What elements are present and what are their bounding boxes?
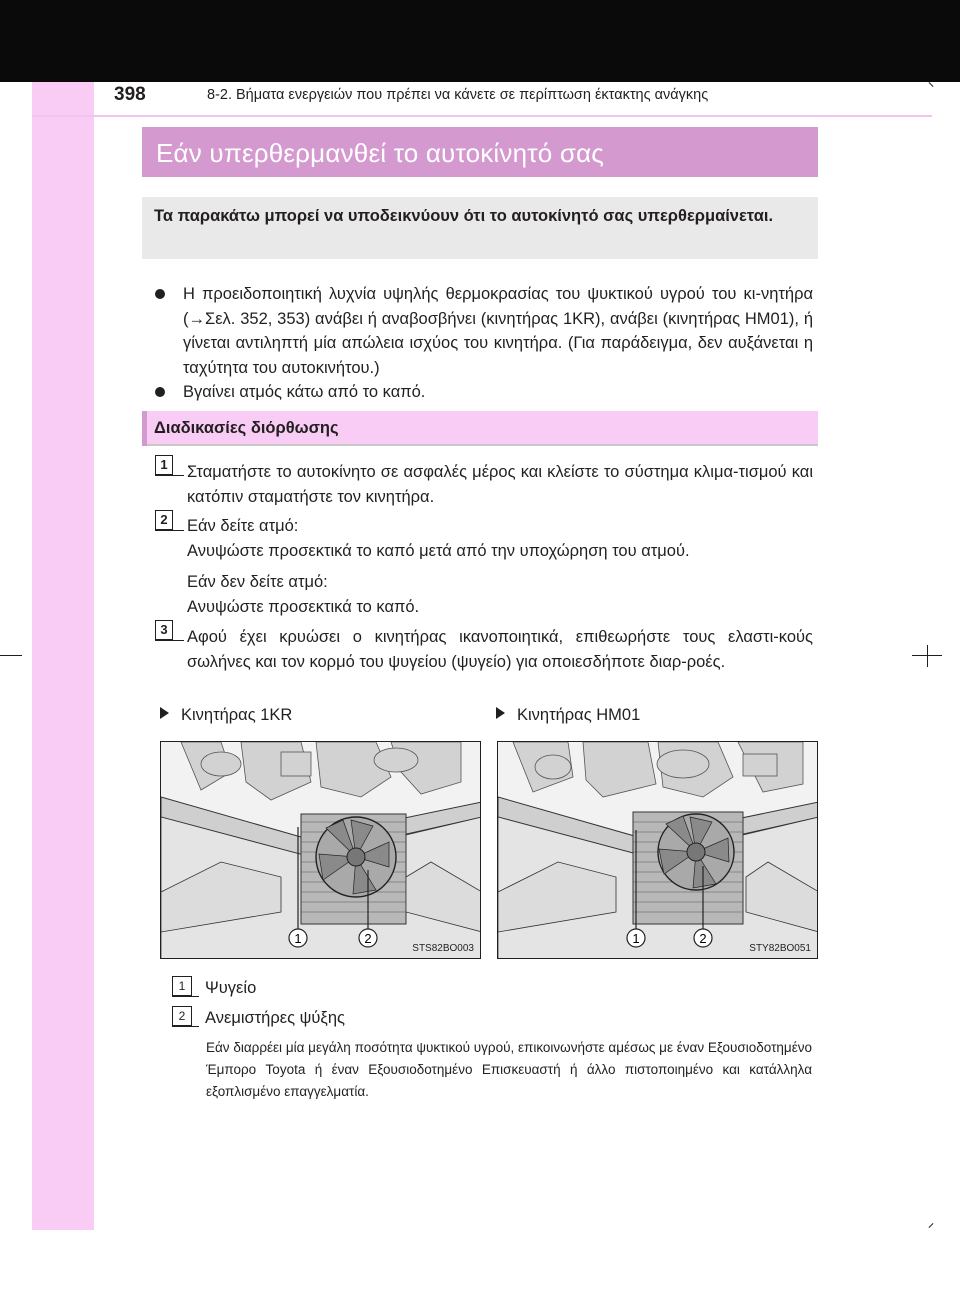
intro-text: Τα παρακάτω μπορεί να υποδεικνύουν ότι το αυτοκίνητό σας υπερθερμαίνεται. <box>154 207 774 225</box>
step-number-badge: 3 <box>155 620 173 640</box>
legend-number-badge: 1 <box>172 976 192 996</box>
legend-label: Ανεμιστήρες ψύξης <box>205 1009 345 1027</box>
engine-bay-illustration <box>498 742 818 959</box>
legend-number-badge: 2 <box>172 1006 192 1026</box>
step-text: Σταματήστε το αυτοκίνητο σε ασφαλές μέρος και κλείστε το σύστημα κλιμα-τισμού και κατόπιν σταματήστε τον κινητήρα. <box>187 463 813 506</box>
step-number-badge: 1 <box>155 455 173 475</box>
page-title: Εάν υπερθερμανθεί το αυτοκίνητό σας <box>142 127 818 177</box>
callout-2: 2 <box>699 931 707 946</box>
section-title <box>142 411 818 446</box>
figure-code: STY82BO051 <box>749 943 811 954</box>
callout-2: 2 <box>364 931 372 946</box>
bullet-text: Η προειδοποιητική λυχνία υψηλής θερμοκρασίας του ψυκτικού υγρού του κι-νητήρα (→Σελ. 352, 353) ανάβει ή αναβοσβήνει (κινητήρας 1KR), ανάβει (κινητήρας HM01), ή γίνεται αντιληπτή μία απώλεια ισχύος του κινητήρα. (Για παράδειγμα, δεν αυξάνεται η ταχύτητα του αυτοκινήτου.) <box>183 285 813 377</box>
crop-mark <box>929 82 934 87</box>
callout-1: 1 <box>294 931 302 946</box>
bullet-item <box>155 282 815 382</box>
step-number-badge: 2 <box>155 510 173 530</box>
figure-caption <box>496 705 640 725</box>
bullet-dot-icon <box>155 387 165 397</box>
engine-bay-illustration <box>161 742 481 959</box>
step-text: Ανυψώστε προσεκτικά το καπό μετά από την υποχώρηση του ατμού. <box>187 542 690 560</box>
header-rule <box>32 115 932 117</box>
callout-1: 1 <box>632 931 640 946</box>
step-text: Εάν δείτε ατμό: <box>187 517 299 535</box>
warning-note: Εάν διαρρέει μία μεγάλη ποσότητα ψυκτικού υγρού, επικοινωνήστε αμέσως με έναν Εξουσιοδοτημένο Έμπορο Toyota ή έναν Εξουσιοδοτημένο Επισκευαστή ή άλλο πιστοποιημένο και κατάλληλα εξοπλισμένο επαγγελματία. <box>206 1040 812 1099</box>
section-title-text: Διαδικασίες διόρθωσης <box>154 419 339 437</box>
legend-label: Ψυγείο <box>205 979 257 997</box>
engine-figure-hm01 <box>497 741 818 959</box>
chapter-sidebar <box>32 82 94 1230</box>
bullet-dot-icon <box>155 289 165 299</box>
figure-caption-text: Κινητήρας HM01 <box>517 706 641 724</box>
section-marker <box>142 411 147 446</box>
page-number: 398 <box>114 84 146 105</box>
running-header: 8-2. Βήματα ενεργειών που πρέπει να κάνετε σε περίπτωση έκτακτης ανάγκης <box>207 87 709 103</box>
step-text: Ανυψώστε προσεκτικά το καπό. <box>187 598 420 616</box>
figure-code: STS82BO003 <box>412 943 474 954</box>
top-black-band <box>0 0 960 82</box>
engine-figure-1kr <box>160 741 481 959</box>
intro-box <box>142 197 818 259</box>
crop-mark <box>927 645 928 667</box>
bullet-item <box>155 380 815 406</box>
crop-mark <box>0 655 22 656</box>
triangle-icon <box>496 707 505 719</box>
step-text: Αφού έχει κρυώσει ο κινητήρας ικανοποιητικά, επιθεωρήστε τους ελαστι-κούς σωλήνες και τον κορμό του ψυγείου (ψυγείο) για οποιεσδήποτε διαρ-ροές. <box>187 628 813 671</box>
figure-caption <box>160 705 292 725</box>
triangle-icon <box>160 707 169 719</box>
figure-caption-text: Κινητήρας 1KR <box>181 706 293 724</box>
step-text: Εάν δεν δείτε ατμό: <box>187 573 328 591</box>
crop-mark <box>929 1223 934 1228</box>
bullet-text: Βγαίνει ατμός κάτω από το καπό. <box>183 383 426 401</box>
